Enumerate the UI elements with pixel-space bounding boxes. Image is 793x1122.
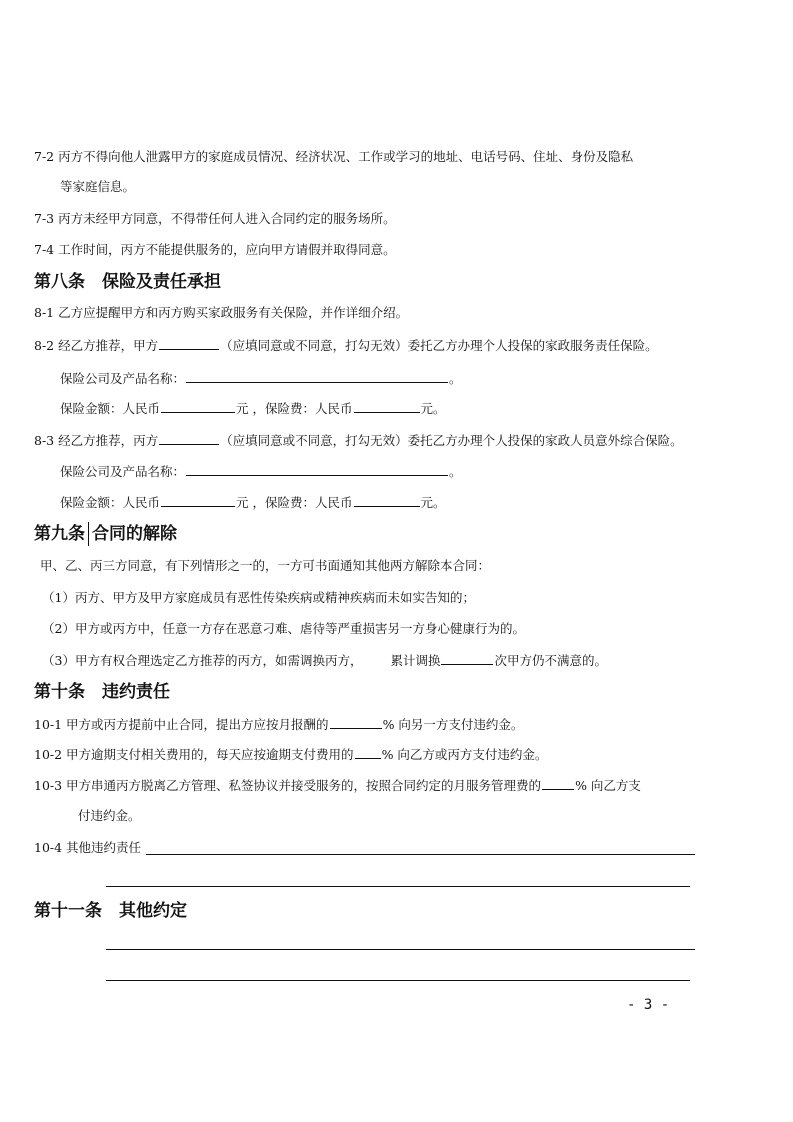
- insurer-label: 保险公司及产品名称：: [60, 464, 186, 479]
- percent-blank[interactable]: [330, 716, 382, 729]
- clause-10-3-suffix: % 向乙方支: [575, 778, 641, 793]
- clause-10-1-prefix: 10-1 甲方或丙方提前中止合同，提出方应按月报酬的: [34, 717, 329, 732]
- clause-7-2-line-2: 等家庭信息。: [60, 179, 136, 194]
- article-9-intro: 甲、乙、丙三方同意，有下列情形之一的，一方可书面通知其他两方解除本合同：: [40, 558, 491, 573]
- clause-7-2-line-1: 7-2 丙方不得向他人泄露甲方的家庭成员情况、经济状况、工作或学习的地址、电话号码、住址、身份及隐私: [34, 149, 634, 164]
- clause-8-3-suffix: （应填同意或不同意，打勾无效）委托乙方办理个人投保的家政人员意外综合保险。: [220, 433, 683, 448]
- yuan-end: 元。: [420, 401, 446, 416]
- clause-7-3: 7-3 丙方未经甲方同意，不得带任何人进入合同约定的服务场所。: [34, 211, 396, 226]
- article-9-title: 合同的解除: [92, 524, 177, 544]
- clause-10-4: 10-4 其他违约责任: [34, 840, 142, 855]
- clause-10-3-prefix: 10-3 甲方串通丙方脱离乙方管理、私签协议并接受服务的，按照合同约定的月服务管理费的: [34, 778, 542, 793]
- amount-blank[interactable]: [161, 494, 235, 507]
- consent-blank[interactable]: [159, 337, 219, 350]
- amount-line-1: [60, 400, 446, 417]
- consent-blank[interactable]: [159, 432, 219, 445]
- article-10-heading: 第十条 违约责任: [34, 682, 170, 702]
- premium-blank[interactable]: [354, 494, 420, 507]
- text-cursor: [88, 522, 89, 546]
- other-liability-blank-1[interactable]: [146, 854, 695, 855]
- percent-blank[interactable]: [355, 746, 381, 759]
- amount-line-2: [60, 494, 446, 511]
- premium-label: 元 ，保险费：人民币: [236, 495, 353, 510]
- clause-10-1: [34, 716, 523, 733]
- termination-item-1: （1）丙方、甲方及甲方家庭成员有恶性传染疾病或精神疾病而未如实告知的；: [42, 590, 475, 605]
- insurer-period: 。: [449, 371, 462, 386]
- other-liability-blank-2[interactable]: [106, 886, 690, 887]
- premium-blank[interactable]: [354, 400, 420, 413]
- clause-10-3-line-2: 付违约金。: [78, 808, 141, 823]
- article-11-heading: 第十一条 其他约定: [34, 901, 187, 921]
- percent-blank[interactable]: [542, 777, 574, 790]
- amount-blank[interactable]: [161, 400, 235, 413]
- clause-10-2: [34, 746, 547, 763]
- clause-8-1: 8-1 乙方应提醒甲方和丙方购买家政服务有关保险，并作详细介绍。: [34, 305, 409, 320]
- yuan-end: 元。: [420, 495, 446, 510]
- insurer-label: 保险公司及产品名称：: [60, 371, 186, 386]
- termination-item-3: [42, 652, 607, 669]
- clause-10-2-suffix: % 向乙方或丙方支付违约金。: [381, 747, 548, 762]
- article-9-number: 第九条: [34, 524, 85, 544]
- insurer-period: 。: [449, 464, 462, 479]
- insurer-blank[interactable]: [186, 463, 448, 476]
- clause-10-3-line-1: [34, 777, 641, 794]
- insurer-blank[interactable]: [186, 370, 448, 383]
- clause-8-2-prefix: 8-2 经乙方推荐，甲方: [34, 338, 159, 353]
- insurer-line-1: [60, 370, 462, 387]
- insurer-line-2: [60, 463, 462, 480]
- other-agreement-blank-1[interactable]: [106, 949, 695, 950]
- clause-8-3-prefix: 8-3 经乙方推荐，丙方: [34, 433, 159, 448]
- amount-label: 保险金额：人民币: [60, 401, 161, 416]
- clause-10-2-prefix: 10-2 甲方逾期支付相关费用的，每天应按逾期支付费用的: [34, 747, 354, 762]
- termination-item-2: （2）甲方或丙方中，任意一方存在恶意刁难、虐待等严重损害另一方身心健康行为的。: [42, 621, 525, 636]
- article-9-heading: [34, 522, 177, 546]
- clause-7-4: 7-4 工作时间，丙方不能提供服务的，应向甲方请假并取得同意。: [34, 242, 396, 257]
- amount-label: 保险金额：人民币: [60, 495, 161, 510]
- page-number: - 3 -: [627, 997, 670, 1013]
- replacement-count-blank[interactable]: [441, 652, 493, 665]
- clause-8-2-suffix: （应填同意或不同意，打勾无效）委托乙方办理个人投保的家政服务责任保险。: [220, 338, 658, 353]
- clause-10-1-suffix: % 向另一方支付违约金。: [382, 717, 524, 732]
- item-3-suffix: 次甲方仍不满意的。: [494, 653, 607, 668]
- other-agreement-blank-2[interactable]: [106, 980, 690, 981]
- clause-8-2: [34, 337, 658, 354]
- premium-label: 元 ，保险费：人民币: [236, 401, 353, 416]
- item-3-mid: 累计调换: [390, 653, 441, 668]
- article-8-heading: 第八条 保险及责任承担: [34, 272, 221, 292]
- clause-8-3: [34, 432, 683, 449]
- item-3-prefix: （3）甲方有权合理选定乙方推荐的丙方，如需调换丙方，: [42, 653, 363, 668]
